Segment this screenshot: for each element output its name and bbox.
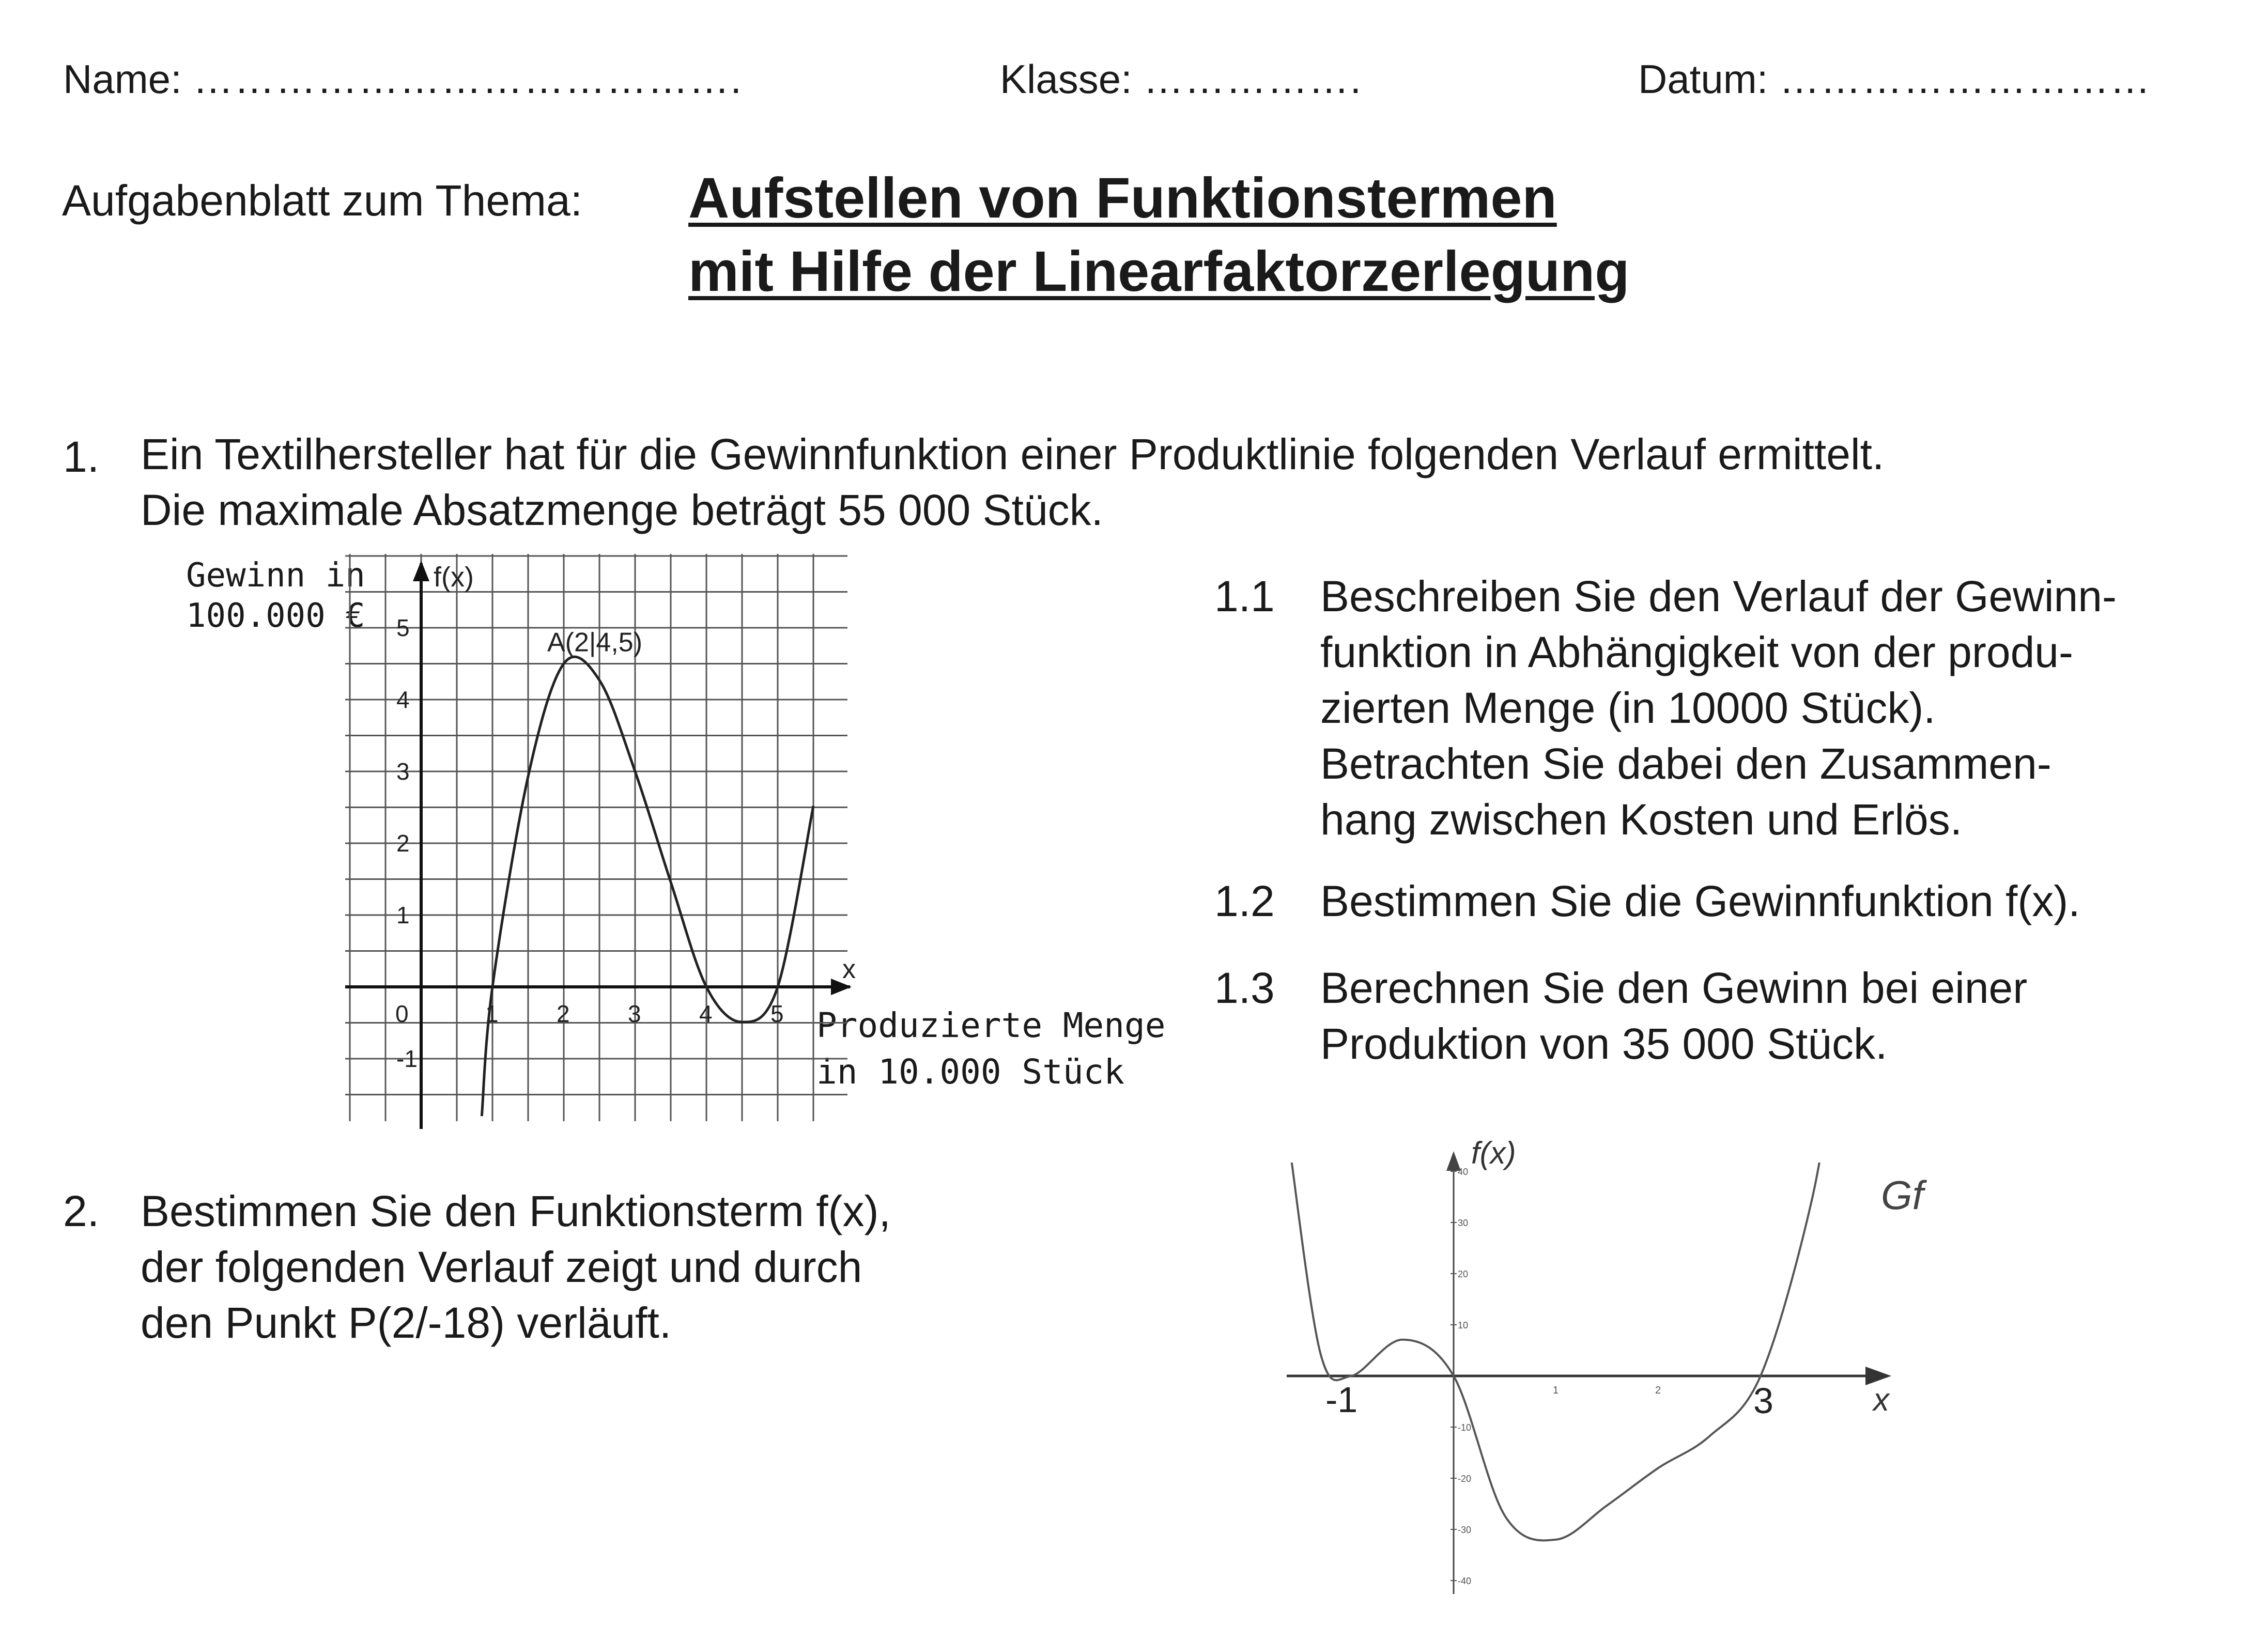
title-line-1: Aufstellen von Funktionstermen <box>688 166 1557 230</box>
task2-line: Bestimmen Sie den Funktionsterm f(x), <box>141 1187 891 1235</box>
chart1-y-tick-label: 3 <box>396 758 410 785</box>
subtask-1-1-line: hang zwischen Kosten und Erlös. <box>1320 795 1963 844</box>
chart2-root-label: 3 <box>1753 1381 1773 1421</box>
chart1-xlabel-line: in 10.000 Stück <box>816 1052 1125 1092</box>
task1-number: 1. <box>63 432 100 481</box>
chart2-y-tick-label: -30 <box>1458 1525 1472 1535</box>
subtask-1-1-number: 1.1 <box>1214 572 1275 621</box>
chart2-y-tick-label: 40 <box>1458 1167 1469 1177</box>
chart1-y-tick-label: 1 <box>396 902 410 928</box>
name-label: Name: <box>63 56 182 102</box>
chart1-x-tick-label: 0 <box>395 1000 409 1027</box>
topic-label: Aufgabenblatt zum Thema: <box>62 176 583 225</box>
chart2-y-axis-name: f(x) <box>1471 1136 1516 1170</box>
subtask-1-1-line: funktion in Abhängigkeit von der produ- <box>1320 628 2073 676</box>
date-label: Datum: <box>1638 56 1768 102</box>
subtask-1-1-line: zierten Menge (in 10000 Stück). <box>1320 684 1936 732</box>
subtask-1-2-line: Bestimmen Sie die Gewinnfunktion f(x). <box>1320 877 2080 925</box>
chart2-series <box>1290 1042 1837 1541</box>
chart2-function-curve <box>1290 1042 1837 1541</box>
chart1-y-tick-label: -1 <box>396 1045 418 1072</box>
chart2-series-label: Gf <box>1881 1172 1924 1218</box>
chart1-x-tick-label: 3 <box>628 1000 641 1027</box>
chart2-y-tick-label: 30 <box>1458 1218 1469 1228</box>
subtask-1-1-line: Betrachten Sie dabei den Zusammen- <box>1320 739 2051 788</box>
chart1-ylabel-line: 100.000 € <box>186 597 365 635</box>
chart1-y-tick-label: 2 <box>396 830 410 857</box>
chart1-x-tick-label: 4 <box>699 1000 713 1027</box>
subtask-1-2-number: 1.2 <box>1214 877 1275 925</box>
chart1-x-axis-name: x <box>842 954 856 984</box>
chart1-y-tick-label: 5 <box>396 614 410 641</box>
chart2-y-tick-label: -10 <box>1458 1422 1472 1433</box>
task1-line-1: Ein Textilhersteller hat für die Gewinnfunktion einer Produktlinie folgenden Verlauf ermittelt. <box>141 430 1885 478</box>
subtask-1-3-line: Berechnen Sie den Gewinn bei einer <box>1320 964 2028 1012</box>
name-dots: …………………………………. <box>193 56 743 102</box>
chart2-y-tick-label: -40 <box>1458 1576 1472 1586</box>
class-dots: ……………. <box>1143 56 1363 102</box>
task2-line: den Punkt P(2/-18) verläuft. <box>141 1298 672 1347</box>
subtask-1-3-number: 1.3 <box>1214 964 1275 1012</box>
chart2-axes <box>1287 1136 1927 1594</box>
chart2-x-tick-label: 1 <box>1553 1385 1559 1396</box>
task2-number: 2. <box>63 1187 100 1235</box>
chart2-x-axis-name: x <box>1873 1382 1889 1418</box>
chart1-point-a-label: A(2|4,5) <box>547 627 643 658</box>
chart2-x-tick-label: 2 <box>1655 1385 1661 1396</box>
chart1-xlabel-line: Produzierte Menge <box>816 1005 1166 1045</box>
date-dots: ……………………… <box>1779 56 2152 102</box>
subtask-1-3-line: Produktion von 35 000 Stück. <box>1320 1019 1888 1068</box>
chart1-y-tick-label: 4 <box>396 686 410 713</box>
chart1-x-tick-label: 2 <box>557 1000 570 1027</box>
chart2-y-tick-label: -20 <box>1458 1474 1472 1484</box>
task1-line-2: Die maximale Absatzmenge beträgt 55 000 Stück. <box>141 486 1104 534</box>
chart1-x-tick-label: 5 <box>770 1000 784 1027</box>
chart2-y-tick-label: 20 <box>1458 1269 1469 1279</box>
class-label: Klasse: <box>1000 56 1132 102</box>
chart2-root-label: -1 <box>1325 1380 1358 1420</box>
chart2-y-tick-label: 10 <box>1458 1320 1469 1330</box>
subtask-1-1-line: Beschreiben Sie den Verlauf der Gewinn- <box>1320 572 2117 621</box>
chart1-ylabel-line: Gewinn in <box>186 556 365 595</box>
chart1-x-tick-label: 1 <box>485 1000 499 1027</box>
title-line-2: mit Hilfe der Linearfaktorzerlegung <box>688 240 1630 303</box>
task2-line: der folgenden Verlauf zeigt und durch <box>141 1243 862 1291</box>
chart1-y-axis-name: f(x) <box>434 562 474 593</box>
